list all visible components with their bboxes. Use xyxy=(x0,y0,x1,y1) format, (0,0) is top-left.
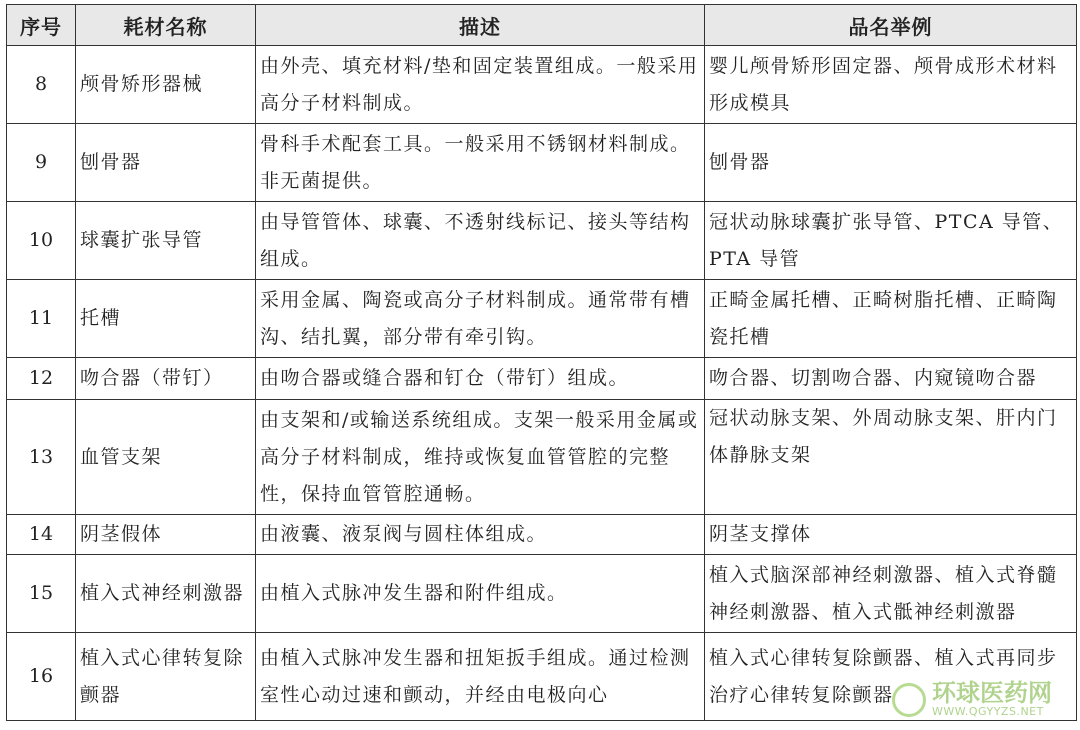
row-desc: 采用金属、陶瓷或高分子材料制成。通常带有槽沟、结扎翼，部分带有牵引钩。 xyxy=(256,280,705,358)
row-examples: 婴儿颅骨矫形固定器、颅骨成形术材料形成模具 xyxy=(705,46,1077,124)
row-name: 阴茎假体 xyxy=(76,515,256,555)
header-row xyxy=(7,5,1077,46)
header-name: 耗材名称 xyxy=(76,5,256,46)
row-desc: 骨科手术配套工具。一般采用不锈钢材料制成。非无菌提供。 xyxy=(256,124,705,202)
row-name: 植入式神经刺激器 xyxy=(76,555,256,633)
table-row xyxy=(7,46,1077,124)
row-examples: 冠状动脉支架、外周动脉支架、肝内门体静脉支架 xyxy=(705,400,1077,515)
row-examples: 阴茎支撑体 xyxy=(705,515,1077,555)
row-desc: 由液囊、液泵阀与圆柱体组成。 xyxy=(256,515,705,555)
header-seq: 序号 xyxy=(7,5,76,46)
consumables-table xyxy=(6,4,1077,721)
row-number: 15 xyxy=(7,555,76,633)
watermark-url: WWW.QGYYZS.NET xyxy=(932,705,1044,718)
row-desc: 由植入式脉冲发生器和附件组成。 xyxy=(256,555,705,633)
site-watermark xyxy=(892,681,1052,718)
row-desc: 由外壳、填充材料/垫和固定装置组成。一般采用高分子材料制成。 xyxy=(256,46,705,124)
row-name: 刨骨器 xyxy=(76,124,256,202)
row-desc: 由支架和/或输送系统组成。支架一般采用金属或高分子材料制成，维持或恢复血管管腔的完整性，保持血管管腔通畅。 xyxy=(256,400,705,515)
row-examples: 正畸金属托槽、正畸树脂托槽、正畸陶瓷托槽 xyxy=(705,280,1077,358)
row-examples: 植入式心律转复除颤器、植入式再同步治疗心律转复除颤器 xyxy=(705,633,1077,721)
table-row xyxy=(7,358,1077,400)
watermark-logo-icon xyxy=(892,683,926,717)
table-row xyxy=(7,280,1077,358)
row-number: 9 xyxy=(7,124,76,202)
row-name: 颅骨矫形器械 xyxy=(76,46,256,124)
row-desc: 由吻合器或缝合器和钉仓（带钉）组成。 xyxy=(256,358,705,400)
row-number: 13 xyxy=(7,400,76,515)
row-number: 16 xyxy=(7,633,76,721)
header-desc: 描述 xyxy=(256,5,705,46)
row-name: 托槽 xyxy=(76,280,256,358)
row-number: 11 xyxy=(7,280,76,358)
row-examples: 冠状动脉球囊扩张导管、PTCA 导管、PTA 导管 xyxy=(705,202,1077,280)
table-row xyxy=(7,202,1077,280)
row-examples: 刨骨器 xyxy=(705,124,1077,202)
row-name: 植入式心律转复除颤器 xyxy=(76,633,256,721)
row-number: 12 xyxy=(7,358,76,400)
row-number: 8 xyxy=(7,46,76,124)
table-row xyxy=(7,555,1077,633)
row-desc: 由导管管体、球囊、不透射线标记、接头等结构组成。 xyxy=(256,202,705,280)
table-row xyxy=(7,515,1077,555)
row-desc: 由植入式脉冲发生器和扭矩扳手组成。通过检测室性心动过速和颤动，并经由电极向心 xyxy=(256,633,705,721)
row-name: 血管支架 xyxy=(76,400,256,515)
row-name: 吻合器（带钉） xyxy=(76,358,256,400)
table-row xyxy=(7,400,1077,515)
watermark-name: 环球医药网 xyxy=(932,679,1052,707)
row-number: 14 xyxy=(7,515,76,555)
row-examples: 植入式脑深部神经刺激器、植入式脊髓神经刺激器、植入式骶神经刺激器 xyxy=(705,555,1077,633)
row-number: 10 xyxy=(7,202,76,280)
table-row xyxy=(7,124,1077,202)
row-name: 球囊扩张导管 xyxy=(76,202,256,280)
row-examples: 吻合器、切割吻合器、内窥镜吻合器 xyxy=(705,358,1077,400)
header-examples: 品名举例 xyxy=(705,5,1077,46)
